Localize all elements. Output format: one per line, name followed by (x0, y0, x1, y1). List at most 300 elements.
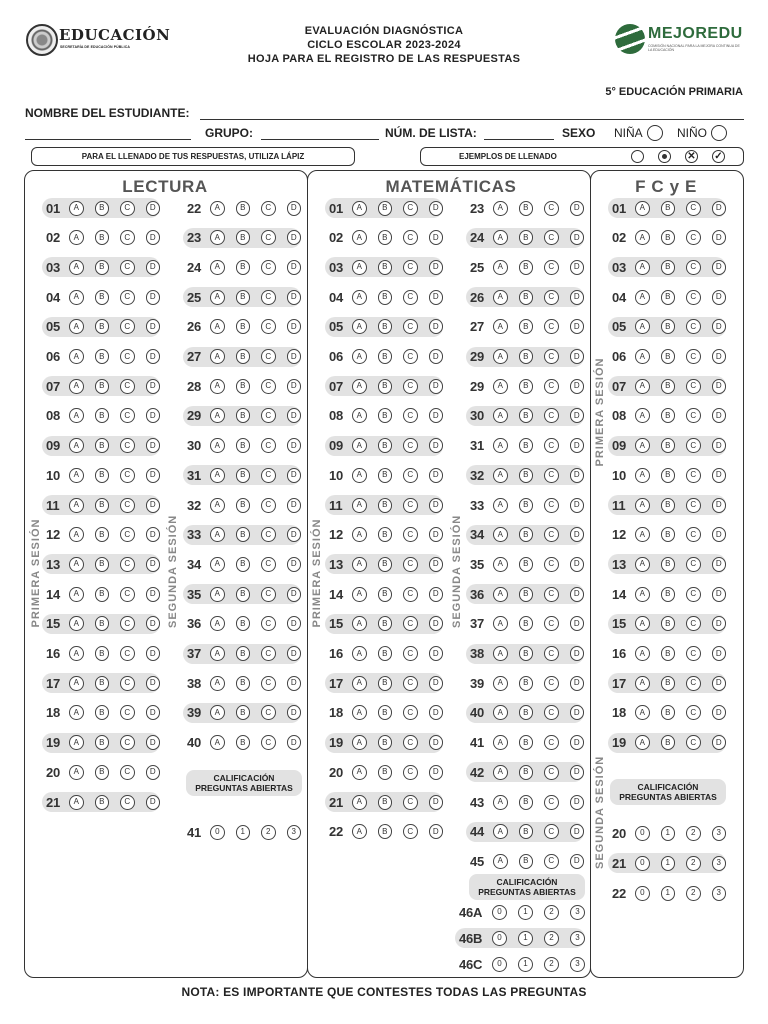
answer-bubble[interactable]: A (69, 735, 83, 750)
answer-bubble[interactable]: B (661, 676, 675, 691)
answer-bubble[interactable]: C (686, 408, 700, 423)
answer-bubble[interactable]: A (69, 527, 83, 542)
group-field[interactable] (261, 139, 379, 140)
answer-bubble[interactable]: D (287, 468, 301, 483)
answer-bubble[interactable]: D (287, 527, 301, 542)
answer-bubble[interactable]: B (519, 379, 533, 394)
answer-bubble[interactable]: C (261, 735, 275, 750)
answer-bubble[interactable]: A (69, 408, 83, 423)
answer-bubble[interactable]: D (429, 527, 443, 542)
answer-bubble[interactable]: D (429, 795, 443, 810)
answer-bubble[interactable]: B (378, 290, 392, 305)
answer-bubble[interactable]: A (493, 349, 507, 364)
answer-bubble[interactable]: C (403, 646, 417, 661)
answer-bubble[interactable]: A (210, 646, 224, 661)
answer-bubble[interactable]: D (429, 705, 443, 720)
answer-bubble[interactable]: B (378, 765, 392, 780)
answer-bubble[interactable]: C (544, 230, 558, 245)
answer-bubble[interactable]: A (635, 290, 649, 305)
answer-bubble[interactable]: D (570, 498, 584, 513)
answer-bubble[interactable]: A (352, 824, 366, 839)
answer-bubble[interactable]: B (95, 676, 109, 691)
answer-bubble[interactable]: D (712, 290, 726, 305)
answer-bubble[interactable]: 0 (492, 931, 507, 946)
answer-bubble[interactable]: C (120, 260, 134, 275)
answer-bubble[interactable]: C (686, 616, 700, 631)
answer-bubble[interactable]: D (570, 735, 584, 750)
answer-bubble[interactable]: B (236, 498, 250, 513)
answer-bubble[interactable]: B (661, 705, 675, 720)
answer-bubble[interactable]: A (352, 379, 366, 394)
answer-bubble[interactable]: D (287, 349, 301, 364)
answer-bubble[interactable]: A (352, 616, 366, 631)
answer-bubble[interactable]: A (493, 616, 507, 631)
answer-bubble[interactable]: D (146, 557, 160, 572)
answer-bubble[interactable]: A (210, 260, 224, 275)
answer-bubble[interactable]: D (570, 349, 584, 364)
answer-bubble[interactable]: D (712, 319, 726, 334)
answer-bubble[interactable]: A (635, 616, 649, 631)
answer-bubble[interactable]: D (570, 824, 584, 839)
answer-bubble[interactable]: B (661, 201, 675, 216)
answer-bubble[interactable]: B (378, 260, 392, 275)
answer-bubble[interactable]: A (493, 587, 507, 602)
answer-bubble[interactable]: D (429, 379, 443, 394)
answer-bubble[interactable]: A (210, 735, 224, 750)
answer-bubble[interactable]: D (429, 587, 443, 602)
answer-bubble[interactable]: C (544, 646, 558, 661)
answer-bubble[interactable]: D (712, 557, 726, 572)
answer-bubble[interactable]: B (519, 438, 533, 453)
answer-bubble[interactable]: A (635, 705, 649, 720)
answer-bubble[interactable]: B (519, 616, 533, 631)
answer-bubble[interactable]: A (635, 349, 649, 364)
answer-bubble[interactable]: 1 (661, 856, 675, 871)
answer-bubble[interactable]: B (236, 201, 250, 216)
answer-bubble[interactable]: C (261, 379, 275, 394)
answer-bubble[interactable]: B (95, 438, 109, 453)
answer-bubble[interactable]: C (544, 705, 558, 720)
answer-bubble[interactable]: C (686, 260, 700, 275)
answer-bubble[interactable]: A (493, 646, 507, 661)
answer-bubble[interactable]: D (429, 408, 443, 423)
answer-bubble[interactable]: B (378, 587, 392, 602)
answer-bubble[interactable]: C (686, 319, 700, 334)
answer-bubble[interactable]: B (95, 616, 109, 631)
answer-bubble[interactable]: C (544, 765, 558, 780)
answer-bubble[interactable]: D (570, 260, 584, 275)
answer-bubble[interactable]: A (352, 646, 366, 661)
answer-bubble[interactable]: C (686, 735, 700, 750)
answer-bubble[interactable]: A (69, 765, 83, 780)
answer-bubble[interactable]: B (236, 230, 250, 245)
answer-bubble[interactable]: 1 (518, 905, 533, 920)
answer-bubble[interactable]: D (429, 438, 443, 453)
answer-bubble[interactable]: A (210, 468, 224, 483)
answer-bubble[interactable]: D (287, 201, 301, 216)
answer-bubble[interactable]: 2 (261, 825, 275, 840)
answer-bubble[interactable]: D (146, 201, 160, 216)
answer-bubble[interactable]: A (635, 676, 649, 691)
answer-bubble[interactable]: D (570, 379, 584, 394)
answer-bubble[interactable]: D (712, 438, 726, 453)
answer-bubble[interactable]: C (686, 468, 700, 483)
answer-bubble[interactable]: C (261, 616, 275, 631)
answer-bubble[interactable]: B (236, 349, 250, 364)
answer-bubble[interactable]: D (570, 557, 584, 572)
list-number-field[interactable] (484, 139, 554, 140)
answer-bubble[interactable]: C (403, 349, 417, 364)
answer-bubble[interactable]: C (403, 705, 417, 720)
answer-bubble[interactable]: D (712, 735, 726, 750)
answer-bubble[interactable]: A (635, 230, 649, 245)
answer-bubble[interactable]: C (120, 765, 134, 780)
answer-bubble[interactable]: D (712, 260, 726, 275)
answer-bubble[interactable]: A (352, 765, 366, 780)
answer-bubble[interactable]: B (519, 854, 533, 869)
answer-bubble[interactable]: B (95, 527, 109, 542)
answer-bubble[interactable]: 3 (570, 957, 585, 972)
answer-bubble[interactable]: B (378, 557, 392, 572)
answer-bubble[interactable]: C (544, 319, 558, 334)
answer-bubble[interactable]: D (429, 616, 443, 631)
answer-bubble[interactable]: B (519, 705, 533, 720)
answer-bubble[interactable]: 2 (544, 905, 559, 920)
answer-bubble[interactable]: D (429, 676, 443, 691)
answer-bubble[interactable]: B (661, 349, 675, 364)
answer-bubble[interactable]: 1 (518, 931, 533, 946)
answer-bubble[interactable]: C (403, 587, 417, 602)
answer-bubble[interactable]: C (544, 735, 558, 750)
answer-bubble[interactable]: B (661, 735, 675, 750)
answer-bubble[interactable]: B (378, 795, 392, 810)
answer-bubble[interactable]: A (69, 438, 83, 453)
answer-bubble[interactable]: C (261, 705, 275, 720)
answer-bubble[interactable]: 1 (236, 825, 250, 840)
radio-icon[interactable] (711, 125, 727, 141)
answer-bubble[interactable]: B (236, 646, 250, 661)
answer-bubble[interactable]: D (570, 705, 584, 720)
answer-bubble[interactable]: B (378, 379, 392, 394)
answer-bubble[interactable]: D (429, 557, 443, 572)
answer-bubble[interactable]: C (120, 349, 134, 364)
answer-bubble[interactable]: C (403, 319, 417, 334)
answer-bubble[interactable]: D (146, 587, 160, 602)
answer-bubble[interactable]: A (635, 646, 649, 661)
answer-bubble[interactable]: B (661, 379, 675, 394)
answer-bubble[interactable]: A (69, 587, 83, 602)
answer-bubble[interactable]: A (69, 260, 83, 275)
answer-bubble[interactable]: B (661, 230, 675, 245)
answer-bubble[interactable]: B (236, 438, 250, 453)
answer-bubble[interactable]: A (210, 616, 224, 631)
answer-bubble[interactable]: B (519, 230, 533, 245)
answer-bubble[interactable]: B (661, 438, 675, 453)
answer-bubble[interactable]: C (686, 646, 700, 661)
answer-bubble[interactable]: A (210, 408, 224, 423)
answer-bubble[interactable]: B (95, 587, 109, 602)
answer-bubble[interactable]: 1 (661, 886, 675, 901)
answer-bubble[interactable]: C (261, 290, 275, 305)
answer-bubble[interactable]: B (236, 379, 250, 394)
answer-bubble[interactable]: C (120, 201, 134, 216)
answer-bubble[interactable]: D (287, 646, 301, 661)
answer-bubble[interactable]: D (146, 260, 160, 275)
answer-bubble[interactable]: D (146, 349, 160, 364)
answer-bubble[interactable]: A (493, 230, 507, 245)
answer-bubble[interactable]: D (570, 408, 584, 423)
answer-bubble[interactable]: A (493, 438, 507, 453)
answer-bubble[interactable]: 2 (686, 886, 700, 901)
answer-bubble[interactable]: B (95, 795, 109, 810)
answer-bubble[interactable]: B (661, 498, 675, 513)
answer-bubble[interactable]: C (120, 408, 134, 423)
answer-bubble[interactable]: D (146, 468, 160, 483)
answer-bubble[interactable]: C (261, 438, 275, 453)
answer-bubble[interactable]: B (378, 527, 392, 542)
answer-bubble[interactable]: A (352, 260, 366, 275)
answer-bubble[interactable]: B (95, 230, 109, 245)
answer-bubble[interactable]: 3 (570, 931, 585, 946)
answer-bubble[interactable]: D (146, 230, 160, 245)
answer-bubble[interactable]: C (261, 319, 275, 334)
answer-bubble[interactable]: A (635, 260, 649, 275)
sex-option-girl[interactable] (614, 125, 663, 141)
answer-bubble[interactable]: C (686, 230, 700, 245)
answer-bubble[interactable]: D (570, 616, 584, 631)
answer-bubble[interactable]: C (686, 438, 700, 453)
answer-bubble[interactable]: C (403, 379, 417, 394)
answer-bubble[interactable]: C (403, 676, 417, 691)
answer-bubble[interactable]: C (686, 587, 700, 602)
answer-bubble[interactable]: B (378, 201, 392, 216)
answer-bubble[interactable]: B (378, 349, 392, 364)
answer-bubble[interactable]: B (95, 349, 109, 364)
answer-bubble[interactable]: D (287, 408, 301, 423)
answer-bubble[interactable]: A (352, 676, 366, 691)
answer-bubble[interactable]: A (69, 557, 83, 572)
answer-bubble[interactable]: A (493, 260, 507, 275)
answer-bubble[interactable]: D (287, 676, 301, 691)
answer-bubble[interactable]: A (635, 587, 649, 602)
radio-icon[interactable] (647, 125, 663, 141)
answer-bubble[interactable]: C (120, 290, 134, 305)
answer-bubble[interactable]: D (146, 527, 160, 542)
answer-bubble[interactable]: A (210, 319, 224, 334)
answer-bubble[interactable]: C (261, 527, 275, 542)
answer-bubble[interactable]: B (95, 379, 109, 394)
answer-bubble[interactable]: A (493, 765, 507, 780)
answer-bubble[interactable]: C (403, 438, 417, 453)
answer-bubble[interactable]: A (210, 230, 224, 245)
answer-bubble[interactable]: C (544, 795, 558, 810)
answer-bubble[interactable]: A (210, 379, 224, 394)
answer-bubble[interactable]: B (661, 557, 675, 572)
answer-bubble[interactable]: A (635, 527, 649, 542)
answer-bubble[interactable]: B (236, 319, 250, 334)
answer-bubble[interactable]: A (69, 705, 83, 720)
answer-bubble[interactable]: C (403, 201, 417, 216)
answer-bubble[interactable]: D (146, 379, 160, 394)
answer-bubble[interactable]: D (712, 705, 726, 720)
answer-bubble[interactable]: C (544, 260, 558, 275)
answer-bubble[interactable]: D (146, 616, 160, 631)
answer-bubble[interactable]: A (352, 349, 366, 364)
answer-bubble[interactable]: 2 (544, 931, 559, 946)
answer-bubble[interactable]: C (686, 349, 700, 364)
answer-bubble[interactable]: B (95, 319, 109, 334)
answer-bubble[interactable]: B (95, 408, 109, 423)
answer-bubble[interactable]: A (352, 498, 366, 513)
answer-bubble[interactable]: C (120, 616, 134, 631)
answer-bubble[interactable]: D (146, 735, 160, 750)
answer-bubble[interactable]: A (635, 735, 649, 750)
answer-bubble[interactable]: C (120, 646, 134, 661)
answer-bubble[interactable]: A (493, 795, 507, 810)
answer-bubble[interactable]: C (544, 468, 558, 483)
answer-bubble[interactable]: C (403, 527, 417, 542)
answer-bubble[interactable]: A (352, 290, 366, 305)
answer-bubble[interactable]: A (210, 498, 224, 513)
answer-bubble[interactable]: A (352, 319, 366, 334)
answer-bubble[interactable]: D (429, 824, 443, 839)
answer-bubble[interactable]: A (493, 854, 507, 869)
answer-bubble[interactable]: D (712, 527, 726, 542)
answer-bubble[interactable]: B (519, 468, 533, 483)
answer-bubble[interactable]: C (686, 290, 700, 305)
answer-bubble[interactable]: 0 (635, 856, 649, 871)
answer-bubble[interactable]: 0 (210, 825, 224, 840)
answer-bubble[interactable]: B (661, 646, 675, 661)
answer-bubble[interactable]: C (403, 468, 417, 483)
answer-bubble[interactable]: D (287, 705, 301, 720)
answer-bubble[interactable]: A (69, 230, 83, 245)
answer-bubble[interactable]: C (686, 201, 700, 216)
answer-bubble[interactable]: D (570, 587, 584, 602)
answer-bubble[interactable]: 2 (686, 856, 700, 871)
answer-bubble[interactable]: D (287, 616, 301, 631)
answer-bubble[interactable]: C (544, 854, 558, 869)
answer-bubble[interactable]: 0 (492, 957, 507, 972)
answer-bubble[interactable]: C (261, 676, 275, 691)
answer-bubble[interactable]: C (261, 498, 275, 513)
answer-bubble[interactable]: C (120, 319, 134, 334)
answer-bubble[interactable]: B (95, 260, 109, 275)
answer-bubble[interactable]: A (635, 379, 649, 394)
answer-bubble[interactable]: A (352, 468, 366, 483)
answer-bubble[interactable]: A (69, 498, 83, 513)
answer-bubble[interactable]: A (635, 438, 649, 453)
answer-bubble[interactable]: D (146, 705, 160, 720)
answer-bubble[interactable]: B (519, 290, 533, 305)
answer-bubble[interactable]: C (544, 824, 558, 839)
answer-bubble[interactable]: C (403, 408, 417, 423)
answer-bubble[interactable]: 1 (518, 957, 533, 972)
answer-bubble[interactable]: D (712, 646, 726, 661)
answer-bubble[interactable]: A (352, 527, 366, 542)
answer-bubble[interactable]: C (403, 735, 417, 750)
answer-bubble[interactable]: C (403, 557, 417, 572)
answer-bubble[interactable]: 3 (712, 826, 726, 841)
answer-bubble[interactable]: A (352, 795, 366, 810)
answer-bubble[interactable]: C (544, 616, 558, 631)
student-name-field-cont[interactable] (25, 139, 191, 140)
answer-bubble[interactable]: A (493, 676, 507, 691)
answer-bubble[interactable]: A (352, 735, 366, 750)
answer-bubble[interactable]: B (519, 587, 533, 602)
answer-bubble[interactable]: 3 (712, 856, 726, 871)
answer-bubble[interactable]: D (570, 468, 584, 483)
answer-bubble[interactable]: C (544, 557, 558, 572)
answer-bubble[interactable]: C (120, 498, 134, 513)
answer-bubble[interactable]: B (519, 676, 533, 691)
answer-bubble[interactable]: C (261, 349, 275, 364)
answer-bubble[interactable]: A (69, 468, 83, 483)
answer-bubble[interactable]: A (635, 557, 649, 572)
answer-bubble[interactable]: B (95, 735, 109, 750)
answer-bubble[interactable]: D (287, 735, 301, 750)
answer-bubble[interactable]: A (69, 379, 83, 394)
answer-bubble[interactable]: B (95, 646, 109, 661)
answer-bubble[interactable]: B (519, 201, 533, 216)
answer-bubble[interactable]: D (429, 201, 443, 216)
answer-bubble[interactable]: 0 (635, 826, 649, 841)
answer-bubble[interactable]: C (261, 468, 275, 483)
answer-bubble[interactable]: B (519, 765, 533, 780)
answer-bubble[interactable]: B (378, 735, 392, 750)
answer-bubble[interactable]: D (429, 260, 443, 275)
answer-bubble[interactable]: D (570, 527, 584, 542)
answer-bubble[interactable]: C (261, 408, 275, 423)
answer-bubble[interactable]: D (570, 676, 584, 691)
answer-bubble[interactable]: A (352, 705, 366, 720)
answer-bubble[interactable]: D (146, 676, 160, 691)
answer-bubble[interactable]: D (287, 290, 301, 305)
answer-bubble[interactable]: A (69, 319, 83, 334)
answer-bubble[interactable]: 0 (492, 905, 507, 920)
answer-bubble[interactable]: B (95, 290, 109, 305)
answer-bubble[interactable]: B (95, 498, 109, 513)
answer-bubble[interactable]: C (120, 587, 134, 602)
answer-bubble[interactable]: B (519, 319, 533, 334)
answer-bubble[interactable]: A (635, 498, 649, 513)
answer-bubble[interactable]: C (544, 498, 558, 513)
answer-bubble[interactable]: B (95, 765, 109, 780)
answer-bubble[interactable]: A (493, 468, 507, 483)
answer-bubble[interactable]: D (429, 646, 443, 661)
answer-bubble[interactable]: D (146, 795, 160, 810)
answer-bubble[interactable]: A (493, 824, 507, 839)
answer-bubble[interactable]: C (403, 498, 417, 513)
answer-bubble[interactable]: C (403, 795, 417, 810)
answer-bubble[interactable]: D (146, 290, 160, 305)
answer-bubble[interactable]: B (661, 408, 675, 423)
answer-bubble[interactable]: 2 (544, 957, 559, 972)
answer-bubble[interactable]: B (236, 408, 250, 423)
answer-bubble[interactable]: B (236, 527, 250, 542)
answer-bubble[interactable]: D (429, 230, 443, 245)
answer-bubble[interactable]: A (69, 349, 83, 364)
answer-bubble[interactable]: 3 (570, 905, 585, 920)
answer-bubble[interactable]: C (544, 349, 558, 364)
answer-bubble[interactable]: C (544, 408, 558, 423)
answer-bubble[interactable]: B (236, 557, 250, 572)
answer-bubble[interactable]: D (287, 379, 301, 394)
answer-bubble[interactable]: A (493, 557, 507, 572)
answer-bubble[interactable]: B (95, 705, 109, 720)
answer-bubble[interactable]: D (287, 319, 301, 334)
answer-bubble[interactable]: D (429, 735, 443, 750)
